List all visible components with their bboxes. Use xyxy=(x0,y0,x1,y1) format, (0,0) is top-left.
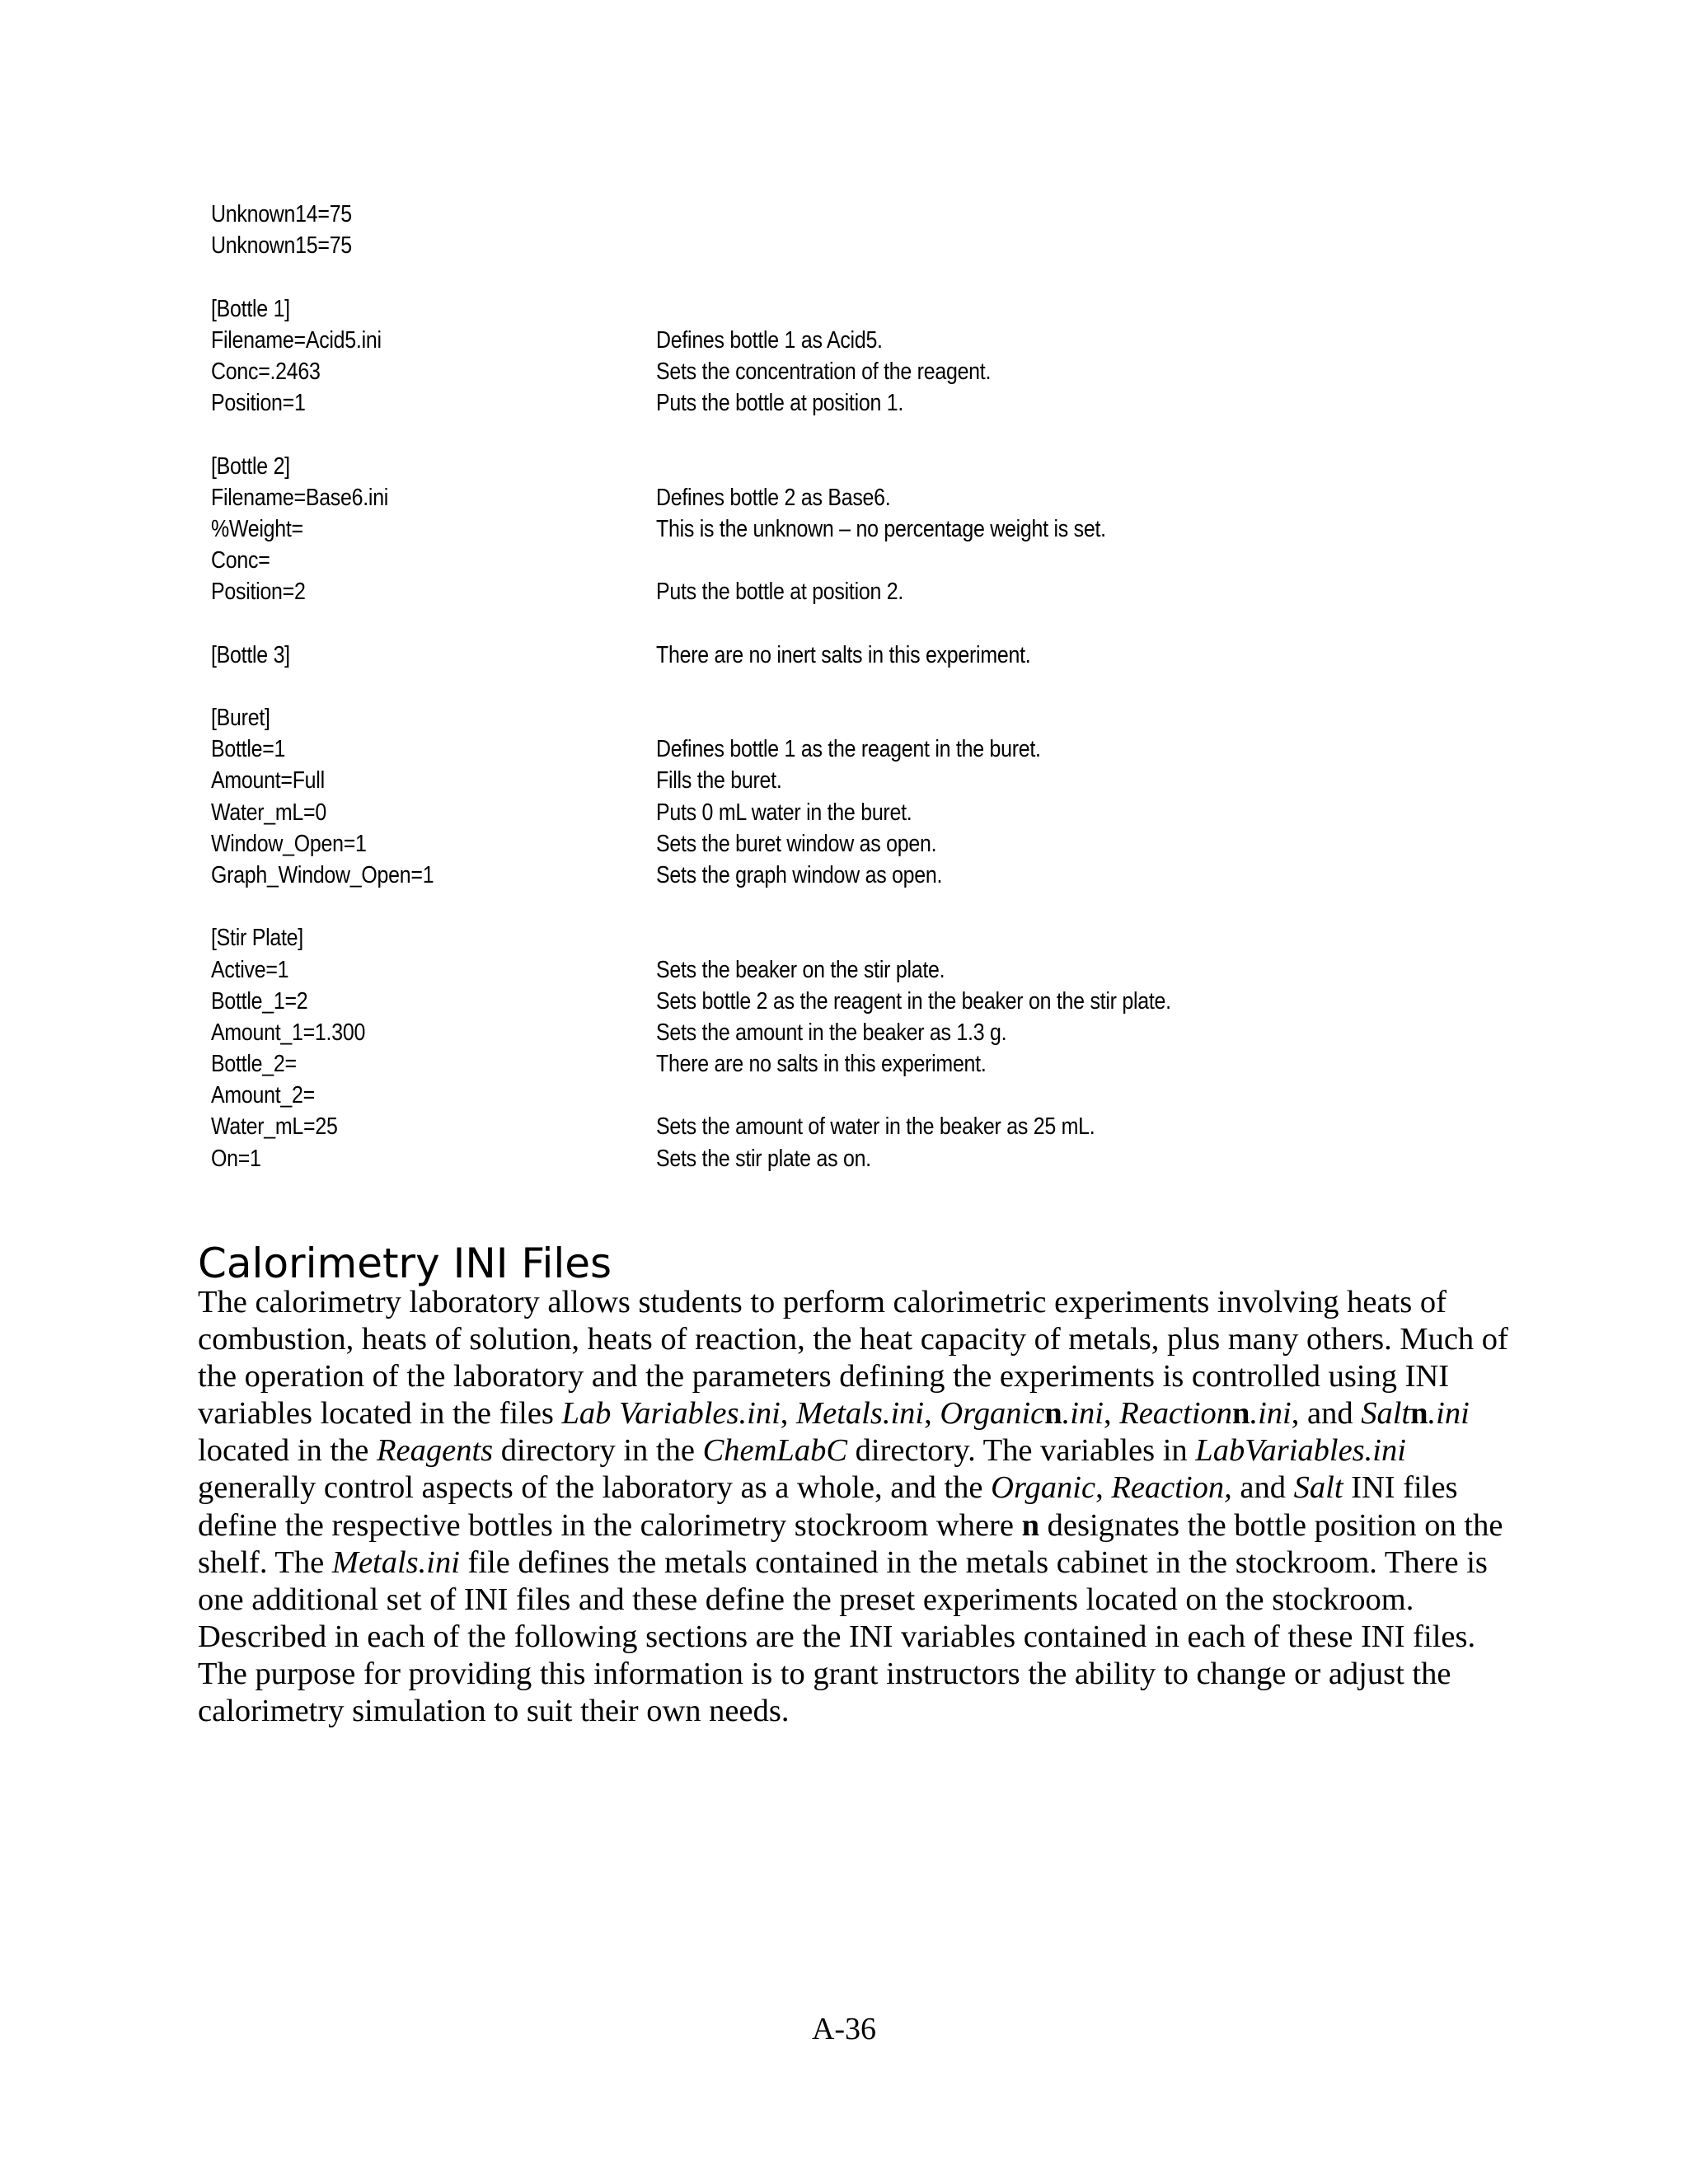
text-run: and xyxy=(1231,1470,1294,1506)
ini-key: Water_mL=0 xyxy=(211,799,326,826)
ini-description: Puts 0 mL water in the buret. xyxy=(656,799,912,826)
text-run: Reagents xyxy=(377,1433,494,1469)
ini-line xyxy=(211,356,1530,387)
text-run: The calorimetry laboratory allows students to perform calorimetric experiments involving heats of combustion, heats of solution, heats of reaction, the heat capacity of metals, plus many others. Much of the operation of the laboratory and the parameters defining the experiments is controlled using INI variables located in the files xyxy=(198,1285,1508,1432)
ini-line xyxy=(211,261,1530,293)
ini-key: Conc= xyxy=(211,547,270,574)
ini-key: Water_mL=25 xyxy=(211,1113,338,1141)
ini-description: Fills the buret. xyxy=(656,767,782,794)
text-run: , and xyxy=(1291,1396,1362,1432)
text-run: ChemLabC xyxy=(702,1433,848,1469)
ini-line xyxy=(211,954,1530,986)
ini-key: Filename=Acid5.ini xyxy=(211,326,382,354)
ini-line xyxy=(211,922,1530,954)
ini-line xyxy=(211,733,1530,765)
text-run: file defines the metals contained in the metals cabinet in the stockroom. There is one additional set of INI files and these define the preset experiments located on the stockroom. Described in each of the following sections are the INI variables contained in each of these INI files. The purpose for providing this information is to grant instructors the ability to change or adjust the calorimetry simulation to suit their own needs. xyxy=(198,1544,1488,1729)
ini-line xyxy=(211,828,1530,860)
ini-line xyxy=(211,1143,1530,1174)
text-run: , xyxy=(1103,1396,1120,1432)
text-run: , xyxy=(780,1396,797,1432)
ini-description: Sets the graph window as open. xyxy=(656,861,943,888)
ini-line xyxy=(211,765,1530,796)
ini-key: Graph_Window_Open=1 xyxy=(211,861,434,888)
ini-line xyxy=(211,545,1530,576)
ini-key: Unknown14=75 xyxy=(211,201,352,227)
ini-line xyxy=(211,1017,1530,1048)
text-run: .ini xyxy=(1428,1396,1470,1432)
ini-description: This is the unknown – no percentage weight is set. xyxy=(656,515,1106,542)
text-run: Organic xyxy=(991,1470,1096,1506)
text-run: n xyxy=(1021,1507,1039,1543)
ini-description: Puts the bottle at position 2. xyxy=(656,579,904,606)
ini-description: Sets bottle 2 as the reagent in the beaker on the stir plate. xyxy=(656,987,1171,1015)
text-run: generally control aspects of the laboratory as a whole, and the xyxy=(198,1470,992,1506)
ini-line xyxy=(211,1048,1530,1080)
text-run: directory in the xyxy=(493,1433,703,1469)
section-heading: Calorimetry INI Files xyxy=(198,1239,612,1287)
text-run: .ini xyxy=(1250,1396,1292,1432)
ini-key: [Bottle 3] xyxy=(211,641,290,668)
ini-listing xyxy=(211,199,1530,1174)
text-run: LabVariables.ini xyxy=(1195,1433,1406,1469)
ini-key: Amount=Full xyxy=(211,767,325,794)
ini-key: Amount_1=1.300 xyxy=(211,1019,366,1046)
ini-description: Puts the bottle at position 1. xyxy=(656,390,904,417)
text-run: Metals.ini xyxy=(331,1544,460,1580)
ini-line xyxy=(211,640,1530,671)
text-run: Salt xyxy=(1293,1470,1343,1506)
section-paragraph xyxy=(198,1284,1517,1730)
ini-line xyxy=(211,419,1530,450)
text-run: Reaction, xyxy=(1111,1470,1232,1506)
ini-key: [Stir Plate] xyxy=(211,925,303,952)
ini-line xyxy=(211,513,1530,545)
ini-key: Filename=Base6.ini xyxy=(211,484,389,511)
ini-description: Sets the amount of water in the beaker as 25 mL. xyxy=(656,1113,1095,1141)
ini-key: [Bottle 2] xyxy=(211,452,290,480)
ini-line xyxy=(211,797,1530,828)
ini-line xyxy=(211,387,1530,419)
ini-key: Bottle_1=2 xyxy=(211,987,308,1015)
text-run: Organic xyxy=(940,1396,1045,1432)
ini-line xyxy=(211,576,1530,607)
page-number: A-36 xyxy=(811,2012,877,2046)
ini-description: Sets the concentration of the reagent. xyxy=(656,358,992,385)
text-run: n xyxy=(1232,1396,1250,1432)
text-run: , xyxy=(1095,1470,1112,1506)
ini-line xyxy=(211,891,1530,922)
ini-key: Unknown15=75 xyxy=(211,232,352,260)
text-run: directory. The variables in xyxy=(847,1433,1196,1469)
ini-description: There are no inert salts in this experiment. xyxy=(656,641,1031,668)
ini-line xyxy=(211,860,1530,891)
ini-key: On=1 xyxy=(211,1145,261,1172)
ini-key: Active=1 xyxy=(211,956,289,983)
text-run: n xyxy=(1044,1396,1062,1432)
ini-description: There are no salts in this experiment. xyxy=(656,1051,987,1078)
ini-line xyxy=(211,230,1530,261)
text-run: Reaction xyxy=(1119,1396,1233,1432)
ini-description: Sets the buret window as open. xyxy=(656,830,937,857)
ini-key: Bottle=1 xyxy=(211,736,286,763)
text-run: .ini xyxy=(1062,1396,1104,1432)
ini-key: %Weight= xyxy=(211,515,303,542)
text-run: located in the xyxy=(198,1433,377,1469)
text-run: designates the bottle position on the shelf. The xyxy=(198,1507,1503,1580)
ini-description: Sets the stir plate as on. xyxy=(656,1145,871,1172)
ini-key: [Bottle 1] xyxy=(211,295,290,322)
ini-key: Amount_2= xyxy=(211,1082,315,1109)
ini-description: Sets the beaker on the stir plate. xyxy=(656,956,945,983)
ini-line xyxy=(211,1080,1530,1111)
ini-line xyxy=(211,671,1530,702)
text-run: INI files define the respective bottles in the calorimetry stockroom where xyxy=(198,1470,1458,1543)
text-run: Lab Variables.ini xyxy=(561,1396,781,1432)
ini-line xyxy=(211,702,1530,733)
ini-key: Window_Open=1 xyxy=(211,830,367,857)
ini-description: Defines bottle 2 as Base6. xyxy=(656,484,891,511)
ini-line xyxy=(211,293,1530,325)
ini-line xyxy=(211,986,1530,1017)
ini-key: Position=2 xyxy=(211,579,306,606)
ini-line xyxy=(211,199,1530,230)
text-run: , xyxy=(924,1396,940,1432)
ini-line xyxy=(211,607,1530,639)
ini-line xyxy=(211,451,1530,482)
ini-key: Conc=.2463 xyxy=(211,358,321,385)
ini-line xyxy=(211,325,1530,356)
ini-description: Defines bottle 1 as the reagent in the buret. xyxy=(656,736,1041,763)
ini-line xyxy=(211,482,1530,513)
text-run: Salt xyxy=(1361,1396,1411,1432)
ini-key: Position=1 xyxy=(211,390,306,417)
ini-description: Defines bottle 1 as Acid5. xyxy=(656,326,883,354)
ini-key: Bottle_2= xyxy=(211,1051,297,1078)
ini-description: Sets the amount in the beaker as 1.3 g. xyxy=(656,1019,1007,1046)
text-run: Metals.ini xyxy=(796,1396,925,1432)
ini-line xyxy=(211,1111,1530,1142)
text-run: n xyxy=(1410,1396,1428,1432)
ini-key: [Buret] xyxy=(211,705,270,731)
